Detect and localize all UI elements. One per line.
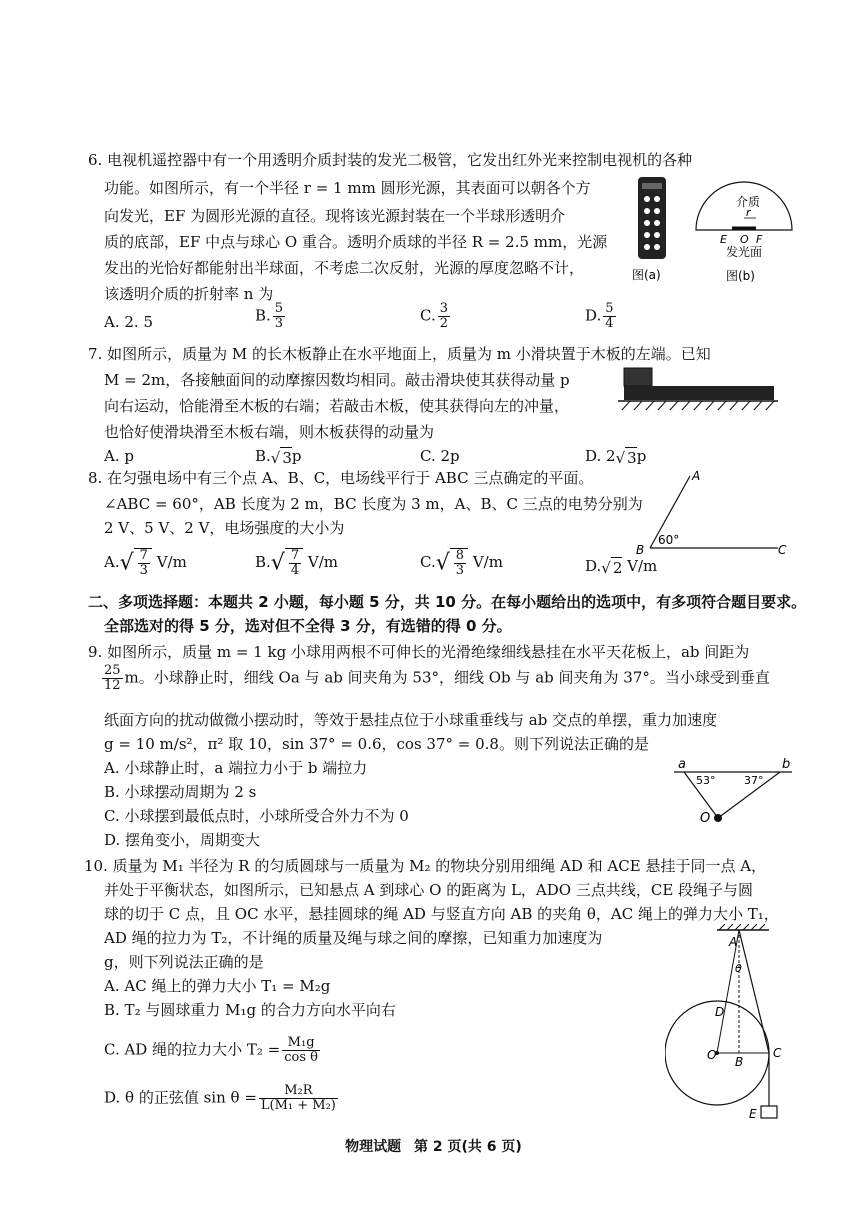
q9-option-d: D. 摆角变小，周期变大 bbox=[104, 831, 261, 849]
remote-body bbox=[638, 177, 666, 259]
q9-line-2 bbox=[100, 664, 770, 693]
option-prefix: C. AD 绳的拉力大小 T₂ = bbox=[104, 1040, 281, 1059]
q10-line-2: 并处于平衡状态，如图所示，已知悬点 A 到球心 O 的距离为 L，ADO 三点共线，CE 段绳子与圆 bbox=[104, 881, 754, 899]
fraction bbox=[289, 549, 301, 578]
q10-line-1: 10. 质量为 M₁ 半径为 R 的匀质圆球与一质量为 M₂ 的物块分别用细绳 AD 和 ACE 悬挂于同一点 A， bbox=[84, 857, 767, 875]
square-root: √ $\frac{7}{4}$ bbox=[271, 548, 303, 578]
square-root: √ $\frac{7}{3}$ bbox=[120, 548, 152, 578]
rope-ac bbox=[739, 930, 769, 1053]
q10-line-5: g，则下列说法正确的是 bbox=[104, 953, 264, 971]
fraction bbox=[282, 1036, 320, 1065]
q6-option-d bbox=[585, 302, 618, 331]
fraction-numerator: 7 bbox=[290, 548, 300, 563]
q7-option-a: A. p bbox=[104, 447, 134, 465]
fraction-denominator: 3 bbox=[139, 563, 148, 578]
option-prefix: D. 2 bbox=[585, 447, 616, 465]
q9-option-c: C. 小球摆到最低点时，小球所受合外力不为 0 bbox=[104, 807, 409, 825]
surface-label: 发光面 bbox=[726, 245, 763, 259]
footer-page-number: 第 2 页(共 6 页) bbox=[414, 1139, 522, 1155]
figure-a-label: 图(a) bbox=[632, 268, 661, 282]
unit: V/m bbox=[307, 553, 339, 571]
remote-button bbox=[644, 208, 650, 214]
medium-label: 介质 bbox=[736, 195, 761, 209]
option-suffix: p bbox=[291, 447, 302, 465]
remote-button bbox=[644, 232, 650, 238]
option-prefix: D. bbox=[585, 557, 602, 575]
section-2-line-2: 全部选对的得 5 分，选对但不全得 3 分，有选错的得 0 分。 bbox=[104, 617, 512, 635]
square-root: √ $\frac{8}{3}$ bbox=[436, 548, 468, 578]
fraction-denominator: L(M₁ + M₂) bbox=[260, 1098, 336, 1113]
fraction-numerator: M₁g bbox=[282, 1036, 320, 1051]
point-o-label: O bbox=[740, 233, 749, 246]
square-root: √ 3 bbox=[615, 448, 637, 467]
fraction bbox=[603, 302, 615, 331]
q10-line-4: AD 绳的拉力为 T₂，不计绳的质量及绳与球之间的摩擦，已知重力加速度为 bbox=[104, 929, 603, 947]
radicand: 2 bbox=[612, 558, 623, 577]
remote-button bbox=[654, 208, 660, 214]
fraction-numerator: 7 bbox=[139, 548, 148, 563]
figure-b-label: 图(b) bbox=[726, 269, 755, 283]
q8-option-c bbox=[420, 548, 503, 578]
q10-option-c bbox=[104, 1036, 322, 1065]
q7-line-1: 7. 如图所示，质量为 M 的长木板静止在水平地面上，质量为 m 小滑块置于木板的左端。已知 bbox=[88, 345, 711, 363]
unit: V/m bbox=[156, 553, 187, 571]
q10-option-a: A. AC 绳上的弹力大小 T₁ = M₂g bbox=[104, 977, 331, 995]
q9-option-b: B. 小球摆动周期为 2 s bbox=[104, 783, 257, 801]
q10-line-3: 球的切于 C 点，且 OC 水平，悬挂圆球的绳 AD 与竖直方向 AB 的夹角 θ，AC 绳上的弹力大小 T₁， bbox=[104, 905, 779, 923]
angle-53-label: 53° bbox=[696, 774, 716, 787]
option-prefix: A. bbox=[104, 553, 120, 571]
fraction-numerator: M₂R bbox=[259, 1084, 338, 1099]
point-e-label: E bbox=[720, 233, 727, 246]
remote-button bbox=[644, 220, 650, 226]
block-m2 bbox=[761, 1106, 777, 1118]
q6-option-c bbox=[420, 302, 452, 331]
q8-figure-triangle bbox=[630, 466, 790, 558]
radicand: 3 bbox=[627, 448, 637, 467]
q6-line-6: 该透明介质的折射率 n 为 bbox=[104, 285, 274, 303]
fraction-numerator: 3 bbox=[439, 301, 448, 316]
fraction-denominator: 4 bbox=[605, 316, 614, 331]
point-a-label: a bbox=[678, 757, 686, 772]
point-d-label: D bbox=[715, 1005, 725, 1019]
radius-label: r bbox=[746, 206, 751, 219]
section-2-line-1: 二、多项选择题：本题共 2 小题，每小题 5 分，共 10 分。在每小题给出的选项中，有多项符合题目要求。 bbox=[88, 593, 807, 611]
fraction-denominator: 3 bbox=[274, 316, 284, 331]
angle-37-label: 37° bbox=[744, 774, 764, 787]
fraction-denominator: 2 bbox=[439, 316, 448, 331]
point-c-label: C bbox=[773, 1046, 782, 1060]
ball bbox=[714, 814, 722, 822]
q8-option-b bbox=[255, 548, 338, 578]
unit: V/m bbox=[627, 557, 658, 575]
q7-line-2: M = 2m，各接触面间的动摩擦因数均相同。敲击滑块使其获得动量 p bbox=[104, 371, 570, 389]
ceiling-hatch bbox=[719, 924, 765, 930]
q8-line-1: 8. 在匀强电场中有三个点 A、B、C，电场线平行于 ABC 三点确定的平面。 bbox=[88, 469, 594, 487]
q8-line-2: ∠ABC = 60°，AB 长度为 2 m，BC 长度为 3 m，A、B、C 三点的电势分别为 bbox=[104, 495, 643, 513]
option-prefix: C. bbox=[420, 306, 436, 325]
fraction-numerator: 8 bbox=[455, 548, 465, 563]
point-b-label: b bbox=[782, 757, 791, 772]
q7-figure-board-block bbox=[618, 364, 778, 412]
long-board bbox=[624, 386, 774, 400]
q7-line-3: 向右运动，恰能滑至木板的右端；若敲击木板，使其获得向左的冲量， bbox=[104, 397, 570, 415]
fraction bbox=[273, 302, 285, 331]
q8-line-3: 2 V、5 V、2 V，电场强度的大小为 bbox=[104, 519, 345, 537]
option-prefix: C. bbox=[420, 553, 436, 571]
ground-hatch bbox=[622, 401, 774, 410]
slider-block bbox=[624, 368, 652, 386]
theta-label: θ bbox=[735, 962, 742, 975]
fraction-numerator: 5 bbox=[274, 301, 284, 316]
fraction-denominator: 12 bbox=[104, 678, 121, 693]
point-b-label: B bbox=[735, 1055, 744, 1069]
fraction-denominator: cos θ bbox=[284, 1050, 318, 1065]
footer-subject: 物理试题 bbox=[345, 1139, 402, 1155]
q9-line-1: 9. 如图所示，质量 m = 1 kg 小球用两根不可伸长的光滑绝缘细线悬挂在水平天花板上，ab 间距为 bbox=[88, 643, 750, 661]
q6-figure-b-hemisphere bbox=[688, 170, 798, 288]
remote-button bbox=[654, 244, 660, 250]
point-o-label: O bbox=[700, 811, 711, 826]
q6-figure-a-remote bbox=[628, 175, 678, 285]
q10-option-b: B. T₂ 与圆球重力 M₁g 的合力方向水平向右 bbox=[104, 1001, 396, 1019]
q6-option-b bbox=[255, 302, 287, 331]
q6-line-1: 6. 电视机遥控器中有一个用透明介质封装的发光二极管，它发出红外光来控制电视机的各种 bbox=[88, 151, 693, 169]
remote-button bbox=[644, 244, 650, 250]
q7-option-d bbox=[585, 446, 646, 468]
point-e-label: E bbox=[749, 1107, 757, 1121]
q8-option-a bbox=[104, 548, 187, 578]
q6-line-5: 发出的光恰好都能射出半球面，不考虑二次反射，光源的厚度忽略不计， bbox=[104, 259, 585, 277]
point-b-label: B bbox=[636, 543, 645, 557]
q7-option-b bbox=[255, 446, 302, 468]
remote-button bbox=[644, 196, 650, 202]
remote-button bbox=[654, 196, 660, 202]
option-prefix: D. bbox=[585, 306, 602, 325]
fraction-denominator: 3 bbox=[455, 563, 465, 578]
remote-top bbox=[642, 183, 662, 189]
point-f-label: F bbox=[756, 233, 763, 246]
fraction-denominator: 4 bbox=[290, 563, 300, 578]
remote-button bbox=[654, 220, 660, 226]
fraction bbox=[438, 302, 450, 331]
q6-line-3: 向发光，EF 为圆形光源的直径。现将该光源封装在一个半球形透明介 bbox=[104, 207, 566, 225]
option-suffix: p bbox=[636, 447, 647, 465]
fraction-numerator: 5 bbox=[605, 301, 614, 316]
q7-option-c: C. 2p bbox=[420, 447, 460, 465]
q6-line-2: 功能。如图所示，有一个半径 r = 1 mm 圆形光源，其表面可以朝各个方 bbox=[104, 179, 591, 197]
q9-line-3: 纸面方向的扰动做微小摆动时，等效于悬挂点位于小球重垂线与 ab 交点的单摆，重力加速度 bbox=[104, 711, 718, 729]
fraction bbox=[454, 549, 466, 578]
angle-label: 60° bbox=[658, 533, 680, 547]
q9-figure-pendulum bbox=[668, 752, 798, 830]
point-o-label: O bbox=[707, 1048, 717, 1062]
radicand: 3 bbox=[282, 448, 292, 467]
unit: V/m bbox=[472, 553, 503, 571]
option-prefix: B. bbox=[255, 553, 271, 571]
option-prefix: D. θ 的正弦值 sin θ = bbox=[104, 1088, 257, 1107]
fraction bbox=[259, 1084, 338, 1113]
q9-option-a: A. 小球静止时，a 端拉力小于 b 端拉力 bbox=[104, 759, 368, 777]
point-a-label: A bbox=[692, 469, 701, 483]
square-root: √ 2 bbox=[601, 558, 623, 577]
fraction bbox=[102, 664, 123, 693]
q9-line-2-text: m。小球静止时，细线 Oa 与 ab 间夹角为 53°，细线 Ob 与 ab 间夹角为 37°。当小球受到垂直 bbox=[124, 668, 770, 687]
point-a-label: A bbox=[729, 935, 738, 949]
q8-option-d bbox=[585, 556, 657, 578]
q10-option-d bbox=[104, 1084, 340, 1113]
remote-button bbox=[654, 232, 660, 238]
q6-line-4: 质的底部，EF 中点与球心 O 重合。透明介质球的半径 R = 2.5 mm，光源 bbox=[104, 233, 608, 251]
option-prefix: B. bbox=[255, 306, 271, 325]
q9-line-4: g = 10 m/s²，π² 取 10，sin 37° = 0.6，cos 37° = 0.8。则下列说法正确的是 bbox=[104, 735, 649, 753]
fraction-numerator: 25 bbox=[104, 663, 121, 678]
q10-figure-sphere bbox=[665, 924, 800, 1124]
page-footer bbox=[0, 1136, 867, 1156]
option-prefix: B. bbox=[255, 447, 271, 465]
q6-option-a: A. 2. 5 bbox=[104, 313, 153, 331]
point-c-label: C bbox=[778, 543, 787, 557]
square-root: √ 3 bbox=[270, 448, 292, 467]
q7-line-4: 也恰好使滑块滑至木板右端，则木板获得的动量为 bbox=[104, 423, 435, 441]
fraction bbox=[138, 549, 150, 578]
